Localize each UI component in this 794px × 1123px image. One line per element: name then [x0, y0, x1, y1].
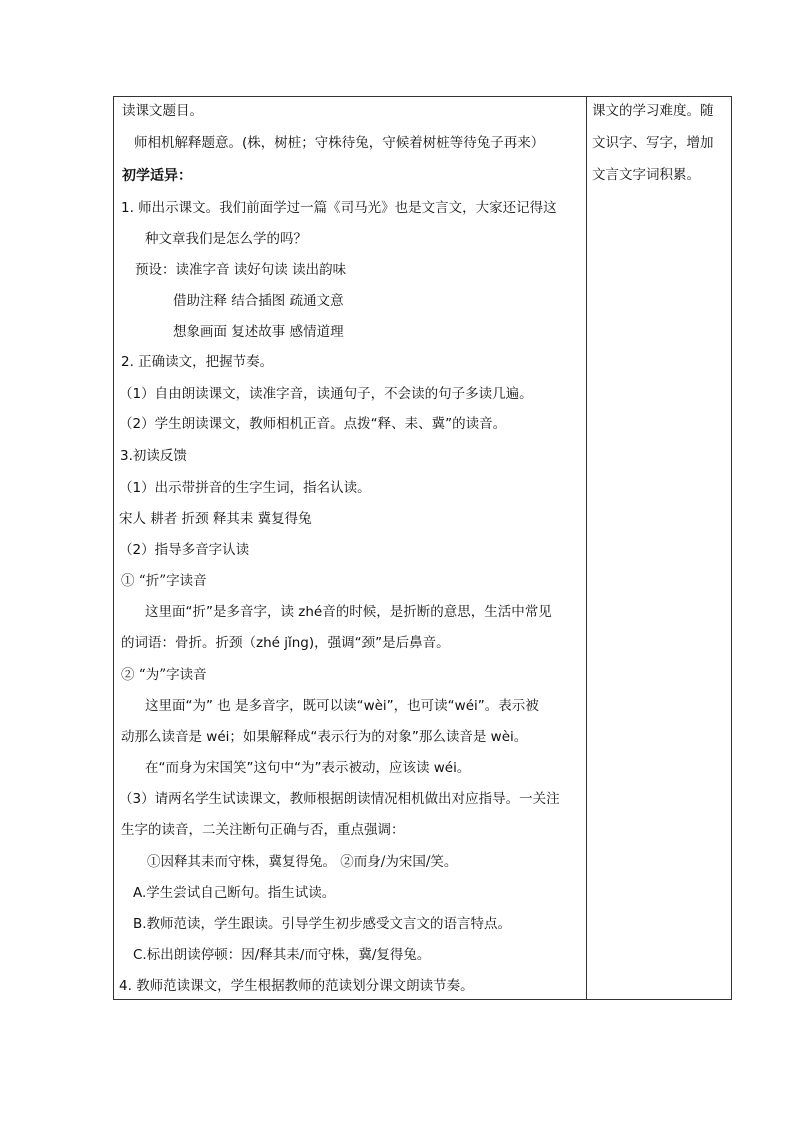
main-line: C.标出朗读停顿：因/释其耒/而守株，冀/复得兔。 — [133, 947, 431, 963]
side-note-line: 课文的学习难度。随 — [592, 103, 714, 119]
main-line: 读课文题目。 — [122, 103, 203, 119]
main-line: （1）出示带拼音的生字生词，指名认读。 — [119, 480, 371, 496]
main-line: 宋人 耕者 折颈 释其耒 冀复得兔 — [119, 511, 312, 527]
main-line: （2）学生朗读课文，教师相机正音。点拨“释、耒、冀”的读音。 — [119, 416, 507, 432]
main-line: B.教师范读，学生跟读。引导学生初步感受文言文的语言特点。 — [133, 916, 512, 932]
main-line: （3）请两名学生试读课文，教师根据朗读情况相机做出对应指导。一关注 — [119, 791, 560, 807]
main-line: 在“而身为宋国笑”这句中“为”表示被动，应该读 wéi。 — [145, 760, 471, 776]
main-line: 这里面“为” 也 是多音字，既可以读“wèi”，也可读“wéi”。表示被 — [145, 698, 539, 714]
column-divider — [586, 97, 587, 999]
main-line: 想象画面 复述故事 感情道理 — [173, 324, 344, 340]
main-line: 这里面“折”是多音字，读 zhé音的时候，是折断的意思，生活中常见 — [145, 604, 552, 620]
main-line: 预设：读准字音 读好句读 读出韵味 — [135, 262, 347, 278]
main-line: 3.初读反馈 — [120, 448, 187, 464]
main-line: 师相机解释题意。(株，树桩；守株待兔，守候着树桩等待兔子再来） — [134, 135, 545, 151]
main-line: ② “为”字读音 — [121, 667, 207, 683]
main-line: ①因释其耒而守株，冀复得兔。 ②而身/为宋国/笑。 — [147, 854, 458, 870]
main-line: 生字的读音，二关注断句正确与否，重点强调： — [121, 822, 405, 838]
side-note-line: 文识字、写字，增加 — [592, 135, 714, 151]
main-line: 的词语：骨折。折颈（zhé jǐng)，强调“颈”是后鼻音。 — [121, 635, 450, 651]
main-line: A.学生尝试自己断句。指生试读。 — [133, 885, 336, 901]
main-line: （1）自由朗读课文，读准字音，读通句子，不会读的句子多读几遍。 — [119, 386, 533, 402]
main-line: 动那么读音是 wéi；如果解释成“表示行为的对象”那么读音是 wèi。 — [121, 729, 528, 745]
main-line: 种文章我们是怎么学的吗？ — [145, 231, 307, 247]
main-line: 4. 教师范读课文，学生根据教师的范读划分课文朗读节奏。 — [119, 978, 474, 994]
main-line: 1. 师出示课文。我们前面学过一篇《司马光》也是文言文，大家还记得这 — [121, 200, 557, 216]
side-note-line: 文言文字词积累。 — [592, 167, 700, 183]
main-line: ① “折”字读音 — [121, 573, 207, 589]
section-heading: 初学适异： — [122, 168, 192, 184]
main-line: 借助注释 结合插图 疏通文意 — [173, 293, 344, 309]
main-line: 2. 正确读文，把握节奏。 — [121, 354, 274, 370]
main-line: （2）指导多音字认读 — [119, 542, 250, 558]
lesson-plan-table — [113, 96, 732, 1000]
